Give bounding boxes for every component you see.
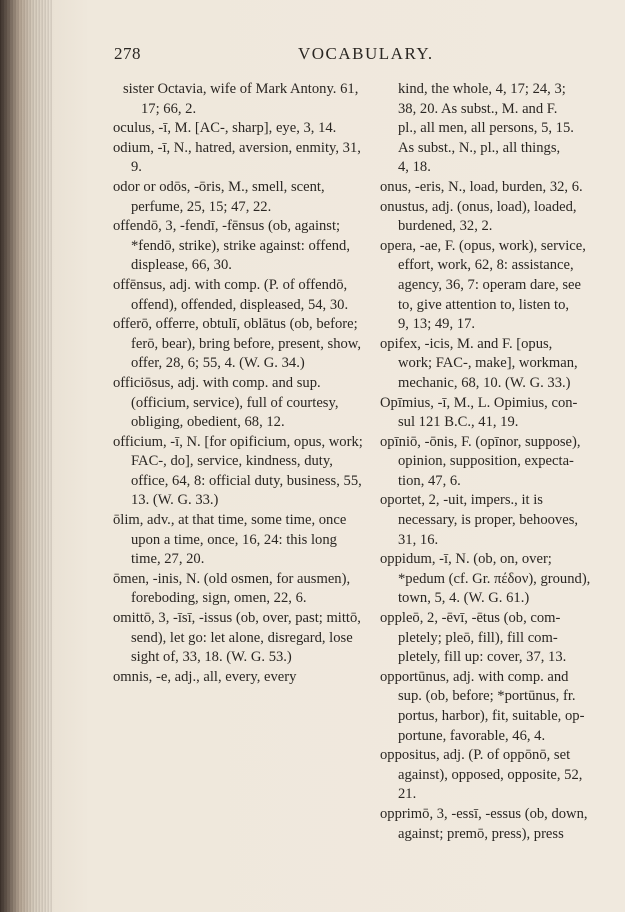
vocab-entry [380, 746, 624, 805]
entry-line: opinion, supposition, expecta- [398, 453, 574, 470]
right-column [380, 80, 624, 844]
vocab-entry [380, 491, 624, 550]
entry-line: 31, 16. [398, 531, 439, 548]
vocab-entry: omnis, -e, adj., all, every, every [113, 668, 297, 685]
entry-line: 4, 18. [398, 159, 431, 176]
vocab-entry [380, 394, 624, 433]
entry-line: against; premō, press), press [398, 825, 564, 842]
vocab-entry: officiōsus, adj. with comp. and sup. (officium, service), full of courtesy, obliging, obedient, 68, 12. [113, 374, 339, 431]
entry-line: opīniō, -ōnis, F. (opīnor, suppose), [380, 433, 581, 450]
entry-line: agency, 36, 7: operam dare, see [398, 276, 582, 293]
entry-line: to, give attention to, listen to, [398, 296, 570, 313]
vocab-entry: odium, -ī, N., hatred, aversion, enmity, 31, 9. [113, 139, 361, 176]
page-gutter-edge [0, 0, 52, 912]
entry-line: oppositus, adj. (P. of oppōnō, set [380, 747, 571, 764]
entry-line: necessary, is proper, behooves, [398, 512, 579, 529]
entry-line: opportūnus, adj. with comp. and [380, 668, 569, 685]
vocab-entry [380, 805, 624, 844]
entry-line: Opīmius, -ī, M., L. Opimius, con- [380, 394, 578, 411]
vocab-entry: ōmen, -inis, N. (old osmen, for ausmen), foreboding, sign, omen, 22, 6. [113, 570, 351, 607]
page-number: 278 [114, 44, 141, 63]
vocab-entry: officium, -ī, N. [for opificium, opus, work; FAC-, do], service, kindness, duty, office, 64, 8: official duty, business, 55, 13. (W. G. 33.) [113, 433, 363, 509]
vocab-entry [380, 178, 624, 198]
entry-line: *pedum (cf. Gr. πέδον), ground), [398, 570, 591, 587]
entry-line: against), opposed, opposite, 52, [398, 766, 583, 783]
entry-line: sul 121 B.C., 41, 19. [398, 414, 519, 431]
vocab-entry [380, 550, 624, 609]
entry-line: onustus, adj. (onus, load), loaded, [380, 198, 577, 215]
entry-line: opprimō, 3, -essī, -essus (ob, down, [380, 805, 588, 822]
vocab-entry [380, 609, 624, 668]
entry-line: pletely, fill up: cover, 37, 13. [398, 649, 567, 666]
entry-line: 9, 13; 49, 17. [398, 316, 476, 333]
running-head: VOCABULARY. [298, 44, 434, 63]
page-header [108, 44, 588, 68]
entry-line: mechanic, 68, 10. (W. G. 33.) [398, 374, 571, 391]
entry-line: portus, harbor), fit, suitable, op- [398, 708, 585, 724]
entry-line: town, 5, 4. (W. G. 61.) [398, 590, 530, 607]
vocab-entry [380, 335, 624, 394]
entry-line: sup. (ob, before; *portūnus, fr. [398, 688, 576, 705]
left-column [113, 80, 368, 687]
entry-line: kind, the whole, 4, 17; 24, 3; [398, 81, 566, 97]
vocab-entry [380, 198, 624, 237]
entry-line: 21. [398, 786, 417, 803]
entry-line: onus, -eris, N., load, burden, 32, 6. [380, 178, 583, 195]
vocab-entry: oculus, -ī, M. [AC-, sharp], eye, 3, 14. [113, 120, 337, 137]
vocab-entry: ōlim, adv., at that time, some time, once upon a time, once, 16, 24: this long time, 27, 20. [113, 512, 347, 568]
vocab-entry [380, 433, 624, 492]
vocab-entry: omittō, 3, -īsī, -issus (ob, over, past; mittō, send), let go: let alone, disregard, lose sight of, 33, 18. (W. G. 53.) [113, 610, 361, 666]
entry-line: tion, 47, 6. [398, 472, 461, 489]
entry-line: As subst., N., pl., all things, [398, 139, 561, 156]
entry-line: pl., all men, all persons, 5, 15. [398, 120, 574, 137]
entry-line: effort, work, 62, 8: assistance, [398, 257, 574, 274]
vocab-entry [380, 668, 624, 746]
entry-line: burdened, 32, 2. [398, 218, 493, 235]
entry-line: 38, 20. As subst., M. and F. [398, 100, 558, 117]
vocab-entry [380, 80, 624, 178]
vocab-entry: offēnsus, adj. with comp. (P. of offendō, offend), offended, displeased, 54, 30. [113, 276, 349, 313]
entry-line: opifex, -icis, M. and F. [opus, [380, 335, 553, 352]
entry-line: oppidum, -ī, N. (ob, on, over; [380, 551, 552, 568]
entry-line: pletely; pleō, fill), fill com- [398, 629, 558, 646]
entry-line: work; FAC-, make], workman, [398, 355, 578, 372]
vocab-entry: offerō, offerre, obtulī, oblātus (ob, before; ferō, bear), bring before, present, show, offer, 28, 6; 55, 4. (W. G. 34.) [113, 316, 362, 372]
vocab-entry [380, 237, 624, 335]
vocab-entry: odor or odōs, -ōris, M., smell, scent, perfume, 25, 15; 47, 22. [113, 178, 325, 215]
entry-line: oppleō, 2, -ēvī, -ētus (ob, com- [380, 610, 561, 627]
entry-line: opera, -ae, F. (opus, work), service, [380, 237, 586, 254]
entry-line: portune, favorable, 46, 4. [398, 727, 546, 744]
vocab-entry: sister Octavia, wife of Mark Antony. 61, 17; 66, 2. [123, 81, 359, 117]
vocab-entry: offendō, 3, -fendī, -fēnsus (ob, against; *fendō, strike), strike against: offend, displease, 66, 30. [113, 218, 350, 274]
entry-line: oportet, 2, -uit, impers., it is [380, 492, 543, 509]
